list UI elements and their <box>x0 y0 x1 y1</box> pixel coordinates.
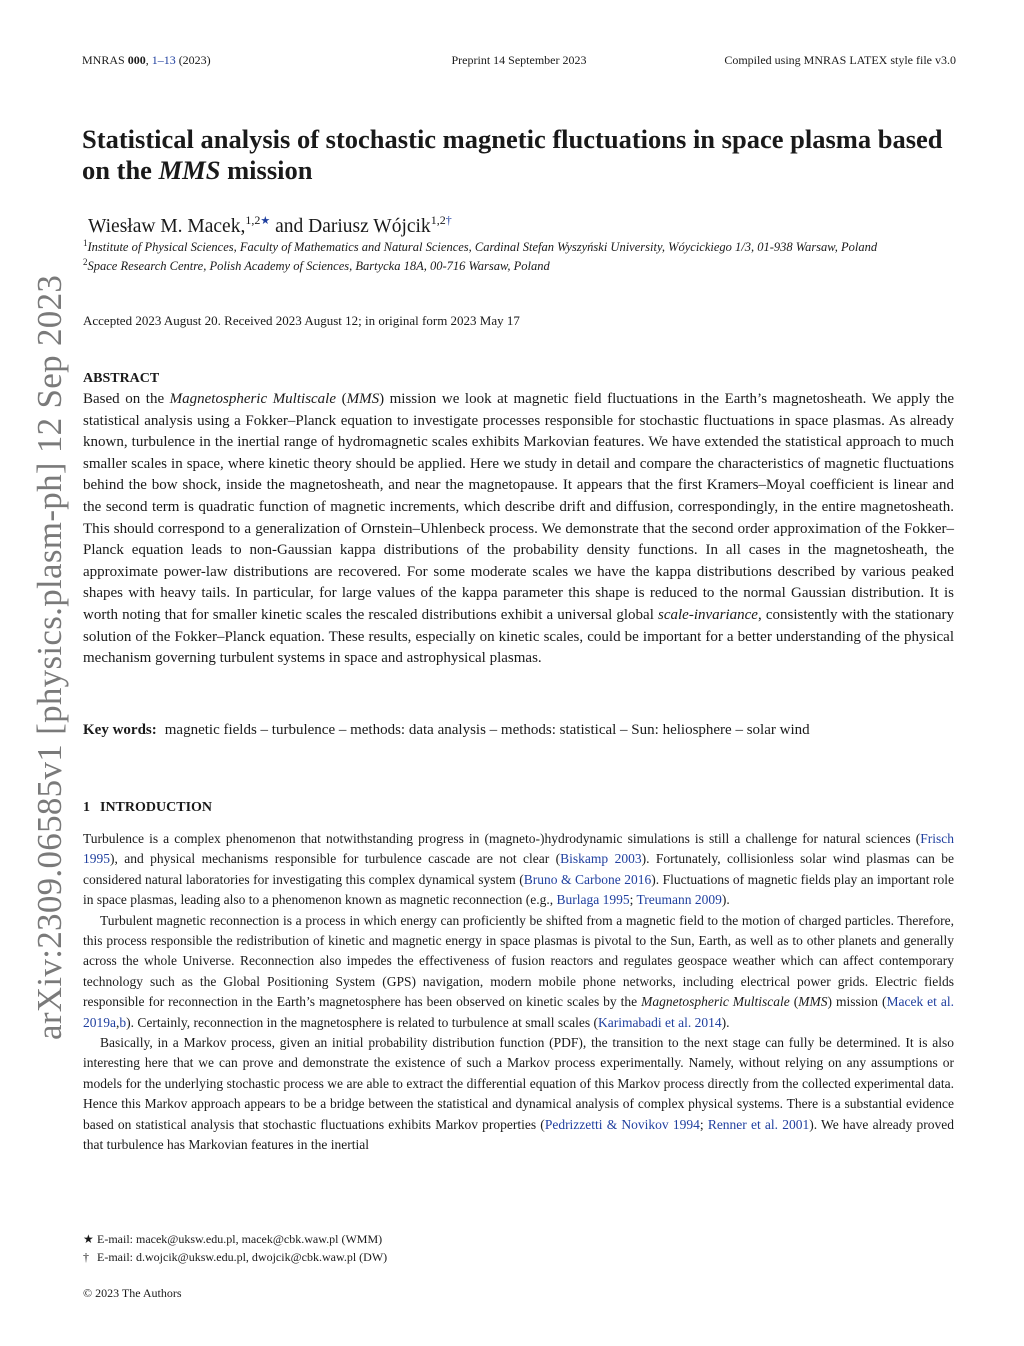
citation-link[interactable]: Renner et al. 2001 <box>707 1116 810 1132</box>
section-title: INTRODUCTION <box>100 800 213 815</box>
paragraph-text: ; <box>699 1116 708 1132</box>
paragraph-text: ; <box>629 892 637 908</box>
arxiv-sidebar-stamp: arXiv:2309.06585v1 [physics.plasm-ph] 12 Sep 2023 <box>30 274 69 1040</box>
running-header <box>82 53 956 71</box>
author-macek: Wiesław M. Macek, <box>88 216 246 237</box>
footnote-mark: † <box>83 1250 89 1264</box>
citation-link[interactable]: Pedrizzetti & Novikov 1994 <box>544 1116 700 1132</box>
section-heading-introduction <box>83 800 222 816</box>
footnote-text: E-mail: d.wojcik@uksw.edu.pl, dwojcik@cbk.waw.pl (DW) <box>97 1250 388 1264</box>
paragraph-text: Turbulence is a complex phenomenon that notwithstanding progress in (magneto-)hydrodynamic simulations is still a challenge for natural sciences ( <box>83 831 921 846</box>
affiliation-text: Space Research Centre, Polish Academy of Sciences, Bartycka 18A, 00-716 Warsaw, Poland <box>87 259 550 273</box>
paragraph-text: ). <box>721 892 730 908</box>
citation-link[interactable]: Burlaga 1995 <box>556 892 630 908</box>
title-text: Statistical analysis of stochastic magnetic fluctuations in space plasma based on the <box>82 124 943 185</box>
footnote-2 <box>83 1248 387 1266</box>
paragraph-text: , <box>116 1014 120 1030</box>
page-range-link[interactable]: 1–13 <box>151 53 176 67</box>
title-text-end: mission <box>220 155 313 185</box>
journal-name: MNRAS <box>82 53 125 67</box>
footnote-1 <box>83 1230 387 1248</box>
citation-link[interactable]: Bruno & Carbone 2016 <box>523 871 652 887</box>
compiled-note: Compiled using MNRAS LATEX style file v3.0 <box>724 53 956 67</box>
submission-dates: Accepted 2023 August 20. Received 2023 August 12; in original form 2023 May 17 <box>83 313 520 328</box>
paragraph <box>83 911 954 1033</box>
footnote-star-link[interactable]: ★ <box>260 215 271 227</box>
citation-link[interactable]: Frisch 1995 <box>83 831 954 867</box>
abstract-text: ( <box>336 391 347 407</box>
journal-year: (2023) <box>178 53 211 67</box>
preprint-date: Preprint 14 September 2023 <box>451 53 587 67</box>
citation-link[interactable]: Macek et al. 2019a <box>83 994 954 1030</box>
author-affiliation-marks: 1,2 <box>430 213 446 227</box>
abstract-heading: ABSTRACT <box>83 371 160 386</box>
affiliation-text: Institute of Physical Sciences, Faculty of Mathematics and Natural Sciences, Cardinal Stefan Wyszyński University, Wóycickiego 1/3, 01-938 Warsaw, Poland <box>87 240 878 254</box>
footnote-text: E-mail: macek@uksw.edu.pl, macek@cbk.waw.pl (WMM) <box>97 1232 383 1246</box>
abstract-text: Based on the <box>83 391 170 407</box>
journal-citation: MNRAS 000, 1–13 (2023) <box>82 53 211 67</box>
paragraph <box>83 1033 954 1155</box>
paragraph-italic: MMS <box>798 994 828 1010</box>
paragraph-text: Turbulent magnetic reconnection is a process in which energy can proficiently be shifted from a magnetic field to the motion of charged particles. Therefore, this process responsible the redistribution of kinetic and magnetic energy in space plasmas is pivotal to the Sun, Earth, as well as to other planets and generally across the whole Universe. Reconnection also impedes the effectiveness of fusion reactors and regulates geospace weather which can affect contemporary technology such as the Global Positioning System (GPS) navigation, modern mobile phone networks, including electrical power grids. Electric fields responsible for reconnection in the Earth’s magnetosphere has been observed on kinetic scales by the <box>83 912 954 1010</box>
paragraph-text: ). We have already proved that turbulence has Markovian features in the inertial <box>83 1116 954 1153</box>
author-list <box>88 213 452 238</box>
citation-link[interactable]: b <box>119 1014 127 1030</box>
citation-link[interactable]: Biskamp 2003 <box>560 851 642 867</box>
abstract-italic: Magnetospheric Multiscale <box>169 391 337 407</box>
paragraph-text: ). Fortunately, collisionless solar wind plasmas can be considered natural laboratories for investigating this complex dynamical system ( <box>83 851 954 887</box>
journal-volume: 000 <box>127 53 146 67</box>
paragraph-text: Basically, in a Markov process, given an initial probability distribution function (PDF), the transition to the next stage can fully be determined. It is also interesting here that we can prove and demonstrate the existence of such a Markov process experimentally. Namely, without relying on any assumptions or models for the underlying stochastic process we are able to extract the differential equation of this Markov process directly from the collected experimental data. Hence this Markov approach appears to be a bridge between the statistical and dynamical analysis of complex physical systems. There is a substantial evidence based on statistical analysis that stochastic fluctuations exhibits Markov properties ( <box>83 1035 954 1132</box>
abstract-body <box>83 389 954 670</box>
author-affiliation-marks: 1,2 <box>245 213 261 227</box>
affiliation-2 <box>83 257 550 274</box>
affiliation-number: 2 <box>83 257 88 267</box>
abstract-italic: MMS <box>346 391 380 407</box>
affiliation-number: 1 <box>83 238 88 248</box>
paragraph-text: ). Fluctuations of magnetic fields play an important role in space plasmas, leading also to a phenomenon known as magnetic reconnection (e.g., <box>83 871 954 908</box>
copyright-notice: © 2023 The Authors <box>83 1286 182 1300</box>
paragraph-text: ) mission ( <box>827 994 887 1010</box>
paragraph <box>83 829 954 911</box>
author-wojcik: and Dariusz Wójcik <box>270 216 431 237</box>
citation-link[interactable]: Karimabadi et al. 2014 <box>597 1014 722 1030</box>
keywords-text: magnetic fields – turbulence – methods: data analysis – methods: statistical – Sun: heliosphere – solar wind <box>164 722 810 738</box>
section-number: 1 <box>83 800 90 815</box>
affiliation-1 <box>83 238 877 255</box>
title-mission-name: MMS <box>158 155 221 185</box>
footnotes <box>83 1230 387 1266</box>
paper-title <box>82 124 962 186</box>
keywords <box>83 722 810 739</box>
paragraph-text: ). <box>721 1014 730 1030</box>
keywords-label: Key words: <box>83 722 157 738</box>
abstract-italic: scale-invariance <box>658 606 758 623</box>
paragraph-text: ). Certainly, reconnection in the magnetosphere is related to turbulence at small scales ( <box>126 1014 598 1030</box>
citation-link[interactable]: Treumann 2009 <box>636 892 722 908</box>
abstract-text: ) mission we look at magnetic field fluctuations in the Earth’s magnetosheath. We apply the statistical analysis using a Fokker–Planck equation to investigate processes responsible for stochastic fluctuations in space plasmas. As already known, turbulence in the inertial range of hydromagnetic scales exhibits Markovian features. We have extended the statistical approach to much smaller scales in space, where kinetic theory should be applied. Here we study in detail and compare the characteristics of magnetic fluctuations behind the bow shock, inside the magnetosheath, and near the magnetopause. It appears that the first Kramers–Moyal coefficient is linear and the second term is quadratic function of magnetic increments, which describe drift and diffusion, correspondingly, in the entire magnetosheath. This should correspond to a generalization of Ornstein–Uhlenbeck process. We demonstrate that the second order approximation of the Fokker–Planck equation leads to non-Gaussian kappa distributions of the probability density functions. In all cases in the magnetosheath, the approximate power-law distributions are recovered. For some moderate scales we have the kappa distributions described by various peaked shapes with heavy tails. In particular, for large values of the kappa parameter this shape is reduced to the normal Gaussian distribution. It is worth noting that for smaller kinetic scales the rescaled distributions exhibit a universal global <box>83 391 955 623</box>
paragraph-text: ), and physical mechanisms responsible for turbulence cascade are not clear ( <box>110 851 561 867</box>
paragraph-text: ( <box>789 994 799 1010</box>
footnote-dagger-link[interactable]: † <box>445 213 452 227</box>
abstract-text: , consistently with the stationary solution of the Fokker–Planck equation. These results, especially on kinetic scales, could be important for a better understanding of the physical mechanism governing turbulent systems in space and astrophysical plasmas. <box>83 606 954 667</box>
introduction-body <box>83 829 954 1156</box>
paragraph-italic: Magnetospheric Multiscale <box>641 994 790 1010</box>
footnote-mark: ★ <box>83 1232 94 1246</box>
